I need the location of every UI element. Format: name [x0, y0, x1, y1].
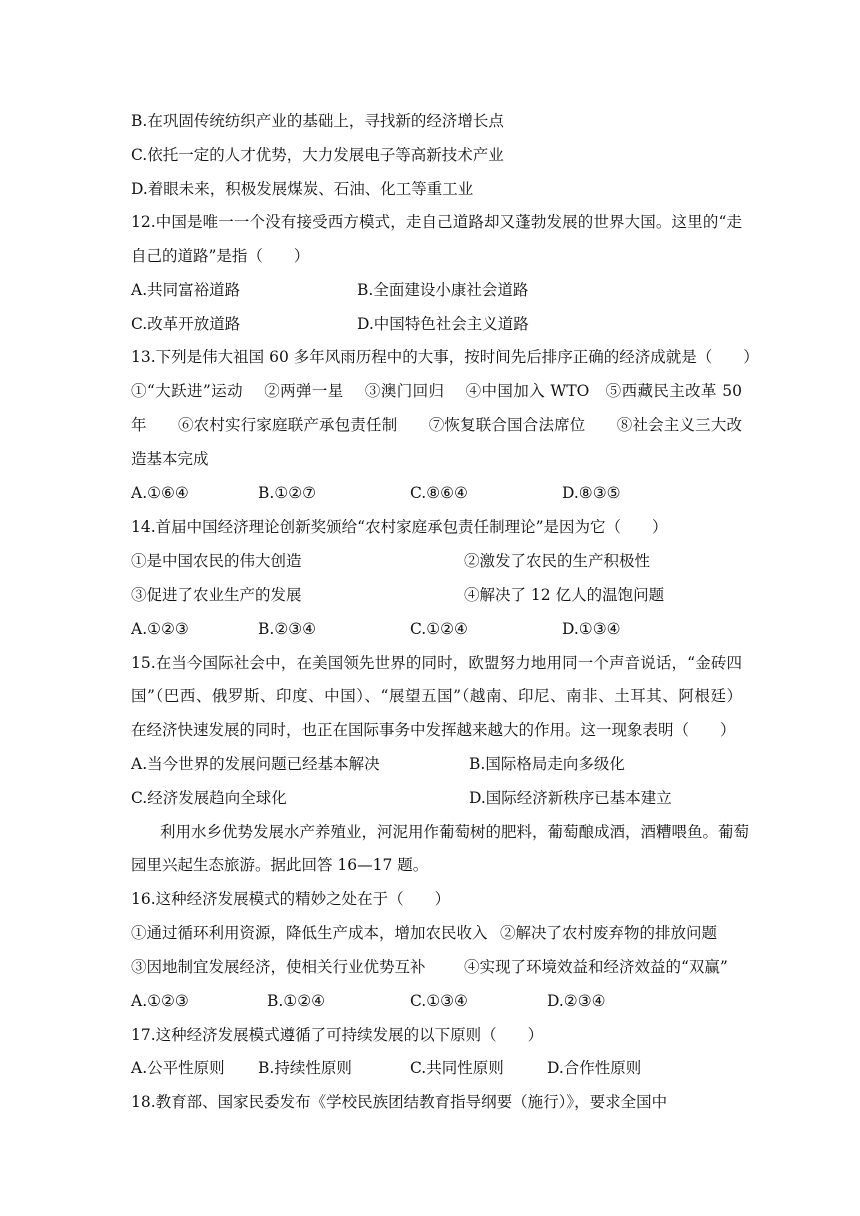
q13-option-c: C.⑧⑥④ — [410, 484, 468, 502]
q12-stem-line1: 12.中国是唯一一个没有接受西方模式，走自己道路却又蓬勃发展的世界大国。这里的“走 — [131, 213, 742, 231]
q15-stem-line1: 15.在当今国际社会中，在美国领先世界的同时，欧盟努力地用同一个声音说话，“金砖四 — [131, 654, 742, 672]
q16-item-1: ①通过循环利用资源，降低生产成本，增加农民收入 — [131, 924, 488, 942]
q13-items-line2: 年 ⑥农村实行家庭联产承包责任制 ⑦恢复联合国合法席位 ⑧社会主义三大改 — [131, 416, 742, 434]
q11-option-b: B.在巩固传统纺织产业的基础上，寻找新的经济增长点 — [131, 112, 504, 130]
q13-option-d: D.⑧③⑤ — [562, 484, 621, 502]
q16-option-a: A.①②③ — [131, 992, 189, 1010]
passage-line1: 利用水乡优势发展水产养殖业，河泥用作葡萄树的肥料，葡萄酿成酒，酒糟喂鱼。葡萄 — [160, 823, 750, 841]
q13-items-line3: 造基本完成 — [131, 450, 209, 468]
q14-items-row2 — [131, 580, 742, 610]
q16-option-d: D.②③④ — [547, 992, 606, 1010]
q18-stem: 18.教育部、国家民委发布《学校民族团结教育指导纲要（施行）》，要求全国中 — [131, 1093, 668, 1111]
q12-options-row1 — [131, 275, 742, 305]
q17-option-d: D.合作性原则 — [547, 1059, 642, 1077]
q11-option-d: D.着眼未来，积极发展煤炭、石油、化工等重工业 — [131, 180, 474, 198]
q16-option-c: C.①③④ — [410, 992, 468, 1010]
q15-option-d: D.国际经济新秩序已基本建立 — [469, 789, 672, 807]
q16-items-row2 — [131, 952, 742, 982]
q15-stem-line2: 国”（巴西、俄罗斯、印度、中国）、“展望五国”（越南、印尼、南非、土耳其、阿根廷） — [131, 687, 742, 705]
q12-option-c: C.改革开放道路 — [131, 315, 241, 333]
q14-item-1: ①是中国农民的伟大创造 — [131, 552, 302, 570]
passage-line2: 园里兴起生态旅游。据此回答 16—17 题。 — [131, 856, 429, 874]
q11-option-c: C.依托一定的人才优势，大力发展电子等高新技术产业 — [131, 146, 504, 164]
q12-option-b: B.全面建设小康社会道路 — [357, 281, 529, 299]
q15-options-row2 — [131, 783, 742, 813]
q14-option-d: D.①③④ — [562, 620, 621, 638]
q14-item-4: ④解决了 12 亿人的温饱问题 — [464, 586, 665, 604]
q14-items-row1 — [131, 546, 742, 576]
q13-options — [131, 478, 742, 508]
q14-option-c: C.①②④ — [410, 620, 468, 638]
q14-item-2: ②激发了农民的生产积极性 — [464, 552, 651, 570]
q16-item-3: ③因地制宜发展经济，使相关行业优势互补 — [131, 958, 426, 976]
q12-stem-line2: 自己的道路”是指（ ） — [131, 247, 310, 265]
q12-options-row2 — [131, 309, 742, 339]
q15-options-row1 — [131, 749, 742, 779]
q14-option-a: A.①②③ — [131, 620, 189, 638]
q14-option-b: B.②③④ — [258, 620, 317, 638]
q17-option-b: B.持续性原则 — [258, 1059, 352, 1077]
q13-option-b: B.①②⑦ — [258, 484, 317, 502]
q12-option-d: D.中国特色社会主义道路 — [357, 315, 529, 333]
q16-item-4: ④实现了环境效益和经济效益的“双赢” — [464, 958, 728, 976]
q15-option-c: C.经济发展趋向全球化 — [131, 789, 287, 807]
q13-items-line1: ①“大跃进”运动 ②两弹一星 ③澳门回归 ④中国加入 WTO ⑤西藏民主改革 50 — [131, 382, 742, 400]
q13-option-a: A.①⑥④ — [131, 484, 189, 502]
q17-option-a: A.公平性原则 — [131, 1059, 225, 1077]
q14-options — [131, 614, 742, 644]
q16-items-row1 — [131, 918, 742, 948]
q17-stem: 17.这种经济发展模式遵循了可持续发展的以下原则（ ） — [131, 1026, 544, 1044]
q16-stem: 16.这种经济发展模式的精妙之处在于（ ） — [131, 890, 451, 908]
q16-options — [131, 986, 742, 1016]
q15-stem-line3: 在经济快速发展的同时，也正在国际事务中发挥越来越大的作用。这一现象表明（ ） — [131, 721, 736, 739]
q16-option-b: B.①②④ — [267, 992, 326, 1010]
q17-option-c: C.共同性原则 — [410, 1059, 504, 1077]
q16-item-2: ②解决了农村废弃物的排放问题 — [500, 924, 718, 942]
q15-option-b: B.国际格局走向多级化 — [469, 755, 625, 773]
q14-item-3: ③促进了农业生产的发展 — [131, 586, 302, 604]
q15-option-a: A.当今世界的发展问题已经基本解决 — [131, 755, 380, 773]
q14-stem: 14.首届中国经济理论创新奖颁给“农村家庭承包责任制理论”是因为它（ ） — [131, 518, 668, 536]
q12-option-a: A.共同富裕道路 — [131, 281, 241, 299]
q13-stem: 13.下列是伟大祖国 60 多年风雨历程中的大事，按时间先后排序正确的经济成就是（ ） — [131, 348, 759, 366]
q17-options — [131, 1053, 742, 1083]
